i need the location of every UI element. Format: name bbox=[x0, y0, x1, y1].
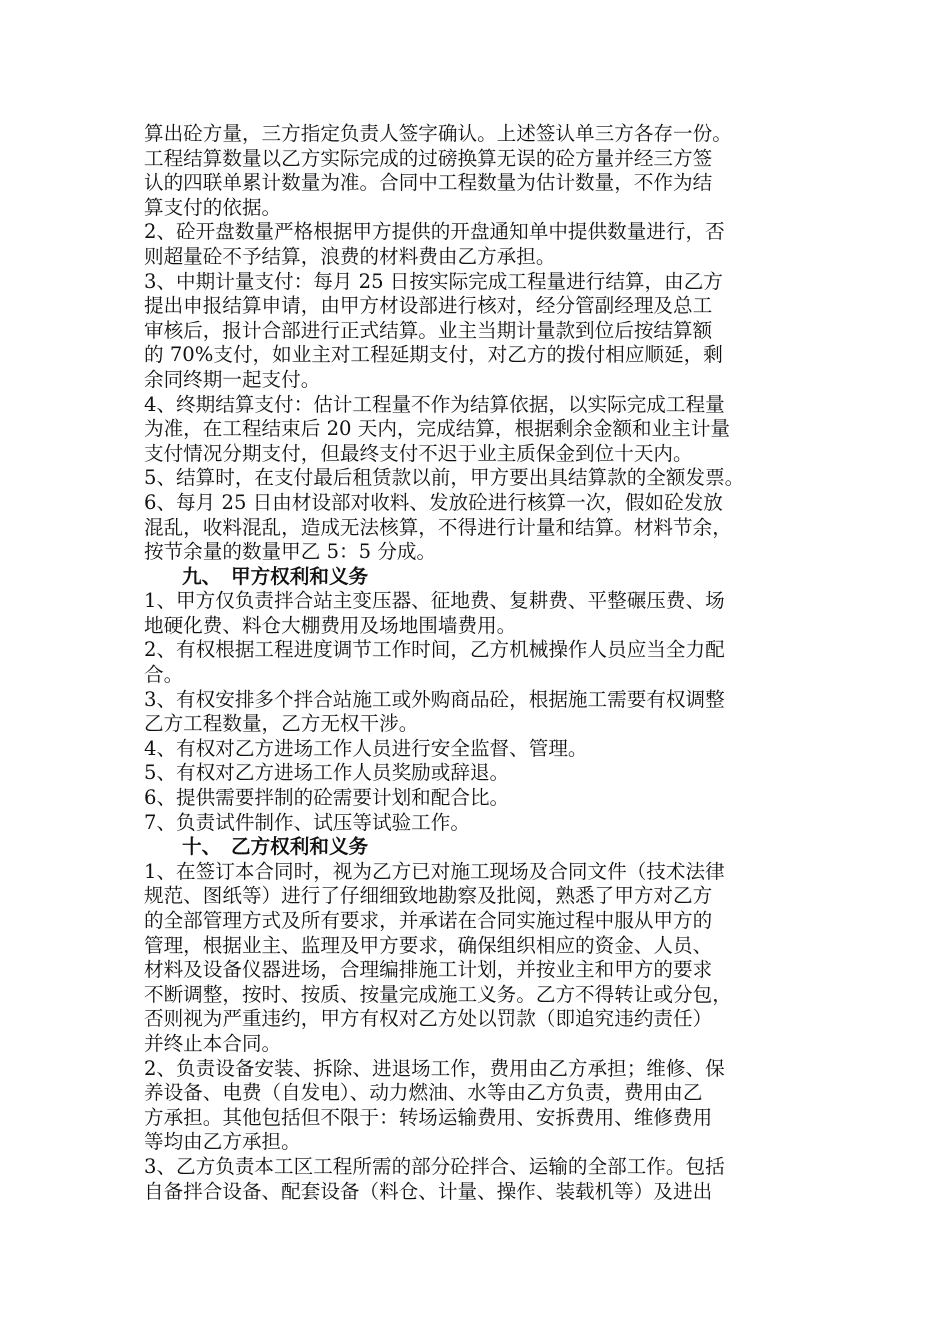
text-line: 3、有权安排多个拌合站施工或外购商品砼，根据施工需要有权调整 bbox=[144, 687, 725, 711]
text-line: 认的四联单累计数量为准。合同中工程数量为估计数量，不作为结 bbox=[144, 171, 713, 195]
text-line: 为准，在工程结束后 20 天内，完成结算，根据剩余金额和业主计量 bbox=[144, 417, 731, 441]
text-line: 合。 bbox=[144, 663, 184, 687]
text-line: 5、结算时，在支付最后租赁款以前，甲方要出具结算款的全额发票。 bbox=[144, 466, 745, 490]
text-line: 算出砼方量，三方指定负责人签字确认。上述签认单三方各存一份。 bbox=[144, 122, 732, 145]
text-line: 养设备、电费（自发电）、动力燃油、水等由乙方负责，费用由乙 bbox=[144, 1081, 703, 1105]
text-line: 工程结算数量以乙方实际完成的过磅换算无误的砼方量并经三方签 bbox=[144, 146, 713, 170]
text-line: 审核后，报计合部进行正式结算。业主当期计量款到位后按结算额 bbox=[144, 318, 713, 342]
text-line: 规范、图纸等）进行了仔细细致地勘察及批阅，熟悉了甲方对乙方 bbox=[144, 884, 713, 908]
text-line: 方承担。其他包括但不限于：转场运输费用、安拆费用、维修费用 bbox=[144, 1105, 713, 1129]
text-line: 不断调整，按时、按质、按量完成施工义务。乙方不得转让或分包， bbox=[144, 982, 732, 1006]
text-line: 3、中期计量支付：每月 25 日按实际完成工程量进行结算，由乙方 bbox=[144, 269, 723, 293]
text-line: 余同终期一起支付。 bbox=[144, 367, 321, 391]
text-line: 材料及设备仪器进场，合理编排施工计划，并按业主和甲方的要求 bbox=[144, 958, 713, 982]
text-line: 按节余量的数量甲乙 5：5 分成。 bbox=[144, 540, 437, 564]
text-line: 2、有权根据工程进度调节工作时间，乙方机械操作人员应当全力配 bbox=[144, 638, 725, 662]
text-line: 4、终期结算支付：估计工程量不作为结算依据，以实际完成工程量 bbox=[144, 392, 725, 416]
text-line: 提出申报结算申请，由甲方材设部进行核对，经分管副经理及总工 bbox=[144, 294, 713, 318]
text-line: 支付情况分期支付，但最终支付不迟于业主质保金到位十天内。 bbox=[144, 441, 693, 465]
text-line: 的全部管理方式及所有要求，并承诺在合同实施过程中服从甲方的 bbox=[144, 909, 713, 932]
section-heading: 九、 甲方权利和义务 bbox=[182, 564, 369, 588]
section-heading: 十、 乙方权利和义务 bbox=[182, 835, 369, 859]
text-line: 2、负责设备安装、拆除、进退场工作，费用由乙方承担；维修、保 bbox=[144, 1056, 725, 1080]
text-line: 自备拌合设备、配套设备（料仓、计量、操作、装载机等）及进出 bbox=[144, 1179, 713, 1203]
text-line: 的 70%支付，如业主对工程延期支付，对乙方的拨付相应顺延，剩 bbox=[144, 343, 723, 367]
text-line: 7、负责试件制作、试压等试验工作。 bbox=[144, 810, 470, 834]
text-line: 5、有权对乙方进场工作人员奖励或辞退。 bbox=[144, 761, 510, 785]
text-line: 6、提供需要拌制的砼需要计划和配合比。 bbox=[144, 786, 510, 810]
text-line: 1、甲方仅负责拌合站主变压器、征地费、复耕费、平整碾压费、场 bbox=[144, 589, 725, 613]
text-line: 管理，根据业主、监理及甲方要求，确保组织相应的资金、人员、 bbox=[144, 933, 713, 957]
text-line: 等均由乙方承担。 bbox=[144, 1130, 301, 1154]
text-line: 2、砼开盘数量严格根据甲方提供的开盘通知单中提供数量进行，否 bbox=[144, 220, 725, 244]
text-line: 1、在签订本合同时，视为乙方已对施工现场及合同文件（技术法律 bbox=[144, 859, 725, 883]
document-body bbox=[144, 122, 816, 1204]
text-line: 算支付的依据。 bbox=[144, 195, 282, 219]
text-line: 并终止本合同。 bbox=[144, 1031, 282, 1055]
text-line: 否则视为严重违约，甲方有权对乙方处以罚款（即追究违约责任） bbox=[144, 1007, 713, 1031]
text-line: 混乱，收料混乱，造成无法核算，不得进行计量和结算。材料节余， bbox=[144, 515, 732, 539]
text-line: 乙方工程数量，乙方无权干涉。 bbox=[144, 712, 419, 736]
text-line: 3、乙方负责本工区工程所需的部分砼拌合、运输的全部工作。包括 bbox=[144, 1154, 725, 1178]
text-line: 6、每月 25 日由材设部对收料、发放砼进行核算一次，假如砼发放 bbox=[144, 490, 723, 514]
text-line: 则超量砼不予结算，浪费的材料费由乙方承担。 bbox=[144, 244, 556, 268]
text-line: 地硬化费、料仓大棚费用及场地围墙费用。 bbox=[144, 613, 517, 637]
text-line: 4、有权对乙方进场工作人员进行安全监督、管理。 bbox=[144, 736, 588, 760]
